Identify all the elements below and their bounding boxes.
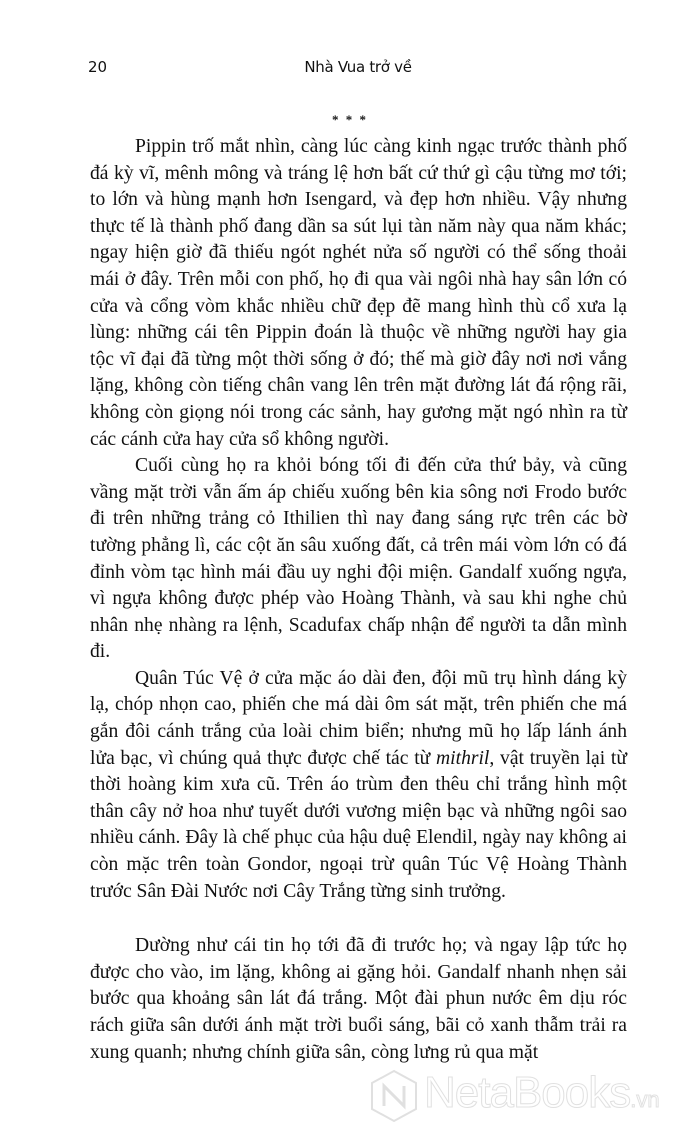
paragraph-text: Dường như cái tin họ tới đã đi trước họ; và ngay lập tức họ được cho vào, im lặng, không ai gặng hỏi. Gandalf nhanh nhẹn sải bước qua khoảng sân lát đá trắng. Một đài phun nước êm dịu róc rách giữa sân dưới ánh mặt trời buổi sáng, bãi cỏ xanh thẫm trải ra xung quanh; nhưng chính giữa sân, còng lưng rủ qua mặt: [90, 935, 627, 1063]
body-text: [90, 134, 627, 1066]
watermark: [368, 1068, 698, 1128]
paragraph-text: Cuối cùng họ ra khỏi bóng tối đi đến cửa thứ bảy, và cũng vầng mặt trời vẫn ấm áp chiếu xuống bên kia sông nơi Frodo bước đi trên những trảng cỏ Ithilien thì nay đang sáng rực trên các bờ tường phẳng lì, các cột ăn sâu xuống đất, cả trên mái vòm lớn có đá đỉnh vòm tạc hình mái đầu uy nghi đội miện. Gandalf xuống ngựa, vì ngựa không được phép vào Hoàng Thành, và sau khi nghe chủ nhân nhẹ nhàng ra lệnh, Scadufax chấp nhận để người ta dẫn mình đi.: [90, 455, 627, 663]
watermark-text: [424, 1068, 660, 1118]
paragraph-text: Quân Túc Vệ ở cửa mặc áo dài đen, đội mũ trụ hình dáng kỳ lạ, chóp nhọn cao, phiến che má dài ôm sát mặt, trên phiến che má gắn đôi cánh trắng của loài chim biển; nhưng mũ họ lấp lánh ánh lửa bạc, vì chúng quả thực được chế tác từ: [90, 667, 627, 769]
italic-term: mithril: [436, 747, 490, 769]
paragraph: [90, 134, 627, 453]
netabooks-logo-icon: [368, 1068, 420, 1124]
watermark-brand: NetaBooks: [424, 1068, 631, 1117]
paragraph: [90, 933, 627, 1066]
page-number: 20: [88, 58, 108, 76]
paragraph-text: Pippin trố mắt nhìn, càng lúc càng kinh ngạc trước thành phố đá kỳ vĩ, mênh mông và tráng lệ hơn bất cứ thứ gì cậu từng mơ tới; to lớn và hùng mạnh hơn Isengard, và đẹp hơn nhiều. Vậy nhưng thực tế là thành phố đang dần sa sút lụi tàn năm này qua năm khác; ngay hiện giờ đã thiếu ngót nghét nửa số người có thể sống thoải mái ở đây. Trên mỗi con phố, họ đi qua vài ngôi nhà hay sân lớn có cửa và cổng vòm khắc nhiều chữ đẹp đẽ mang hình thù cổ xưa lạ lùng: những cái tên Pippin đoán là thuộc về những người hay gia tộc vĩ đại đã từng một thời sống ở đó; thế mà giờ đây nơi nơi vắng lặng, không còn tiếng chân vang lên trên mặt đường lát đá rộng rãi, không còn giọng nói trong các sảnh, hay gương mặt ngó nhìn ra từ các cánh cửa hay cửa sổ không người.: [90, 136, 627, 450]
paragraph: [90, 666, 627, 905]
paragraph: [90, 453, 627, 666]
watermark-suffix: .vn: [630, 1087, 660, 1112]
section-break-ornament: * * *: [332, 112, 368, 127]
paragraph-text: , vật truyền lại từ thời hoàng kim xưa cũ. Trên áo trùm đen thêu chỉ trắng hình một thân cây nở hoa như tuyết dưới vương miện bạc và những ngôi sao nhiều cánh. Đây là chế phục của hậu duệ Elendil, ngày nay không ai còn mặc trên toàn Gondor, ngoại trừ quân Túc Vệ Hoàng Thành trước Sân Đài Nước nơi Cây Trắng từng sinh trưởng.: [90, 747, 627, 902]
page-header: [88, 58, 628, 82]
running-title: Nhà Vua trở về: [304, 58, 412, 76]
